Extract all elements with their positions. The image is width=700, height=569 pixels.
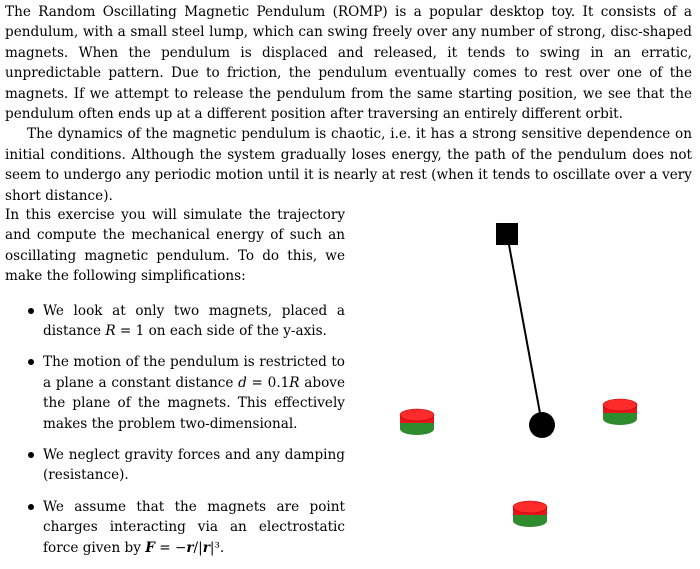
magnet-right <box>603 399 637 425</box>
intro-paragraph-1: The Random Oscillating Magnetic Pendulum (ROMP) is a popular desktop toy. It consists of a pendulum, with a small steel lump, which can swing freely over any number of strong, disc-shaped magnets. When the pendulum is displaced and released, it tends to swing in an erratic, unpredictable pattern. Due to friction, the pendulum eventually comes to rest over one of the magnets. If we attempt to release the pendulum from the same starting position, we see that the pendulum often ends up at a different position after traversing an entirely different orbit. <box>5 4 692 123</box>
bullet-icon <box>28 504 34 510</box>
item-text: /| <box>193 539 203 556</box>
exercise-section <box>5 205 345 569</box>
pendulum-bob <box>529 412 555 438</box>
bullet-icon <box>28 452 34 458</box>
item-text: = 0.1 <box>246 374 290 391</box>
pivot-square <box>496 223 518 245</box>
list-item <box>5 497 345 558</box>
item-text: = − <box>154 539 187 556</box>
item-text: We look at only two magnets, placed a distance <box>43 302 345 340</box>
pendulum-figure <box>380 205 700 555</box>
magnet-left <box>400 409 434 435</box>
math-symbol: d <box>238 374 247 391</box>
magnet-top <box>513 501 547 513</box>
magnet-top <box>400 409 434 421</box>
intro-paragraph-2: The dynamics of the magnetic pendulum is chaotic, i.e. it has a strong sensitive dependence on initial conditions. Although the system gradually loses energy, the path of the pendulum does not seem to undergo any periodic motion until it is nearly at rest (when it tends to oscillate over a very short distance). <box>5 126 692 204</box>
simplifications-list <box>5 301 345 558</box>
intro-text <box>5 2 692 206</box>
magnet-bottom <box>513 501 547 527</box>
list-item <box>5 445 345 486</box>
item-text: We neglect gravity forces and any damping (resistance). <box>43 447 345 484</box>
math-symbol: r <box>202 539 210 556</box>
pendulum-rod <box>507 234 542 424</box>
bullet-icon <box>28 359 34 365</box>
exercise-intro: In this exercise you will simulate the trajectory and compute the mechanical energy of such an oscillating magnetic pendulum. To do this, we make the following simplifications: <box>5 207 345 285</box>
math-symbol: F <box>145 539 155 556</box>
magnet-top <box>603 399 637 411</box>
item-text: |³. <box>209 539 225 556</box>
bullet-icon <box>28 308 34 314</box>
item-text: We assume that the magnets are point charges interacting via an electrostatic force given by <box>43 498 345 556</box>
item-text: The motion of the pendulum is restricted to a plane a constant distance <box>43 354 345 391</box>
list-item <box>5 352 345 434</box>
item-text: above the plane of the magnets. This effectively makes the problem two-dimensional. <box>43 374 345 432</box>
list-item <box>5 301 345 342</box>
item-text: = 1 on each side of the y-axis. <box>115 323 327 340</box>
pendulum-diagram <box>380 205 700 555</box>
math-symbol: r <box>186 539 194 556</box>
math-symbol: R <box>105 323 116 340</box>
math-symbol: R <box>289 374 300 391</box>
